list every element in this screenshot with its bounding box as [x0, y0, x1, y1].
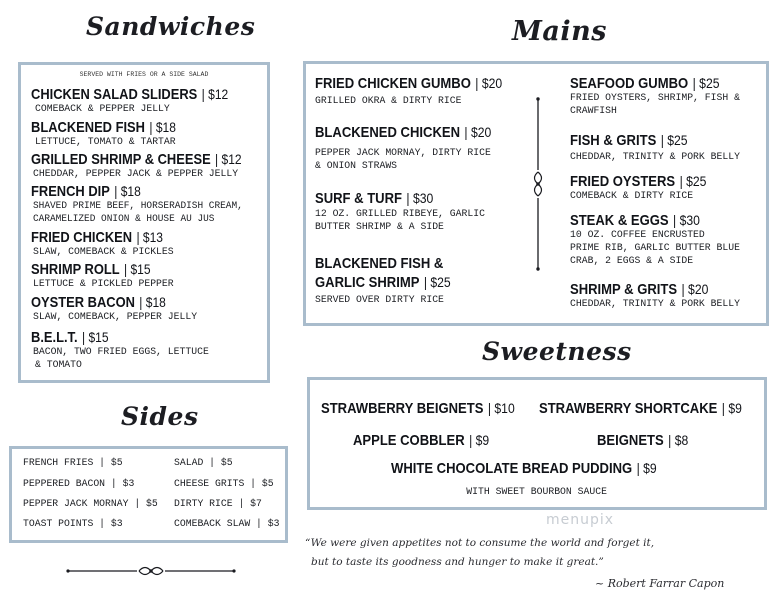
side-item: COMEBACK SLAW | $3 [174, 518, 280, 530]
item-name: FRENCH DIP [31, 183, 110, 200]
quote-author: ~ Robert Farrar Capon [595, 577, 725, 590]
item-desc: CHEDDAR, TRINITY & PORK BELLY [570, 151, 740, 163]
mains-box [303, 61, 769, 326]
item-name: SHRIMP & GRITS [570, 281, 678, 298]
item-name: SHRIMP ROLL [31, 261, 120, 278]
main-item [570, 73, 753, 118]
item-price: | $15 [124, 261, 151, 277]
ornament-divider-vertical [530, 96, 546, 272]
item-name: BLACKENED FISH [31, 119, 145, 136]
side-item: SALAD | $5 [174, 457, 233, 469]
item-desc: SLAW, COMEBACK, PEPPER JELLY [33, 311, 198, 323]
item-desc: COMEBACK & PEPPER JELLY [35, 103, 170, 115]
dessert-item [391, 458, 696, 477]
sandwiches-title: Sandwiches [86, 12, 256, 41]
quote-line-1: “We were given appetites not to consume the world and forget it, [305, 537, 655, 549]
main-item [570, 279, 753, 311]
sandwich-item [31, 117, 200, 149]
main-item [570, 210, 753, 268]
item-desc: GRILLED OKRA & DIRTY RICE [315, 95, 462, 107]
item-price: | $20 [464, 124, 492, 140]
sides-title: Sides [121, 402, 199, 431]
item-price: | $9 [721, 400, 742, 416]
sweetness-title: Sweetness [482, 337, 632, 366]
item-desc: 12 OZ. GRILLED RIBEYE, GARLIC BUTTER SHRIMP & A SIDE [315, 208, 485, 233]
main-item [315, 188, 498, 234]
item-price: | $15 [81, 329, 109, 345]
main-item [570, 130, 753, 164]
dessert-item [353, 430, 510, 449]
item-price: | $8 [668, 432, 689, 448]
main-item [315, 73, 530, 108]
side-item: DIRTY RICE | $7 [174, 498, 262, 510]
side-item: PEPPER JACK MORNAY | $5 [23, 498, 158, 510]
sides-box [9, 446, 288, 543]
sandwich-item [31, 84, 260, 116]
item-name: CHICKEN SALAD SLIDERS [31, 86, 198, 103]
item-name: BLACKENED FISH & [315, 255, 444, 272]
quote-line-2: but to taste its goodness and hunger to make it great.” [311, 556, 604, 568]
item-desc: SERVED OVER DIRTY RICE [315, 294, 444, 306]
item-desc: CHEDDAR, TRINITY & PORK BELLY [570, 298, 740, 310]
sandwiches-note: SERVED WITH FRIES OR A SIDE SALAD [79, 71, 209, 78]
mains-title: Mains [512, 16, 607, 47]
main-item [315, 122, 518, 173]
dessert-item [321, 398, 544, 417]
item-name: OYSTER BACON [31, 294, 135, 311]
item-name: FISH & GRITS [570, 132, 657, 149]
sandwich-item [31, 149, 276, 181]
item-name: APPLE COBBLER [353, 432, 465, 449]
item-price: | $10 [487, 400, 515, 416]
item-name: STEAK & EGGS [570, 212, 669, 229]
item-desc: FRIED OYSTERS, SHRIMP, FISH & CRAWFISH [570, 92, 740, 117]
item-price: | $20 [681, 281, 709, 297]
item-desc: BACON, TWO FRIED EGGS, LETTUCE & TOMATO [33, 346, 209, 371]
main-item [315, 253, 471, 307]
ornament-divider-horizontal [65, 561, 237, 581]
dessert-item [539, 398, 772, 417]
item-name: B.E.L.T. [31, 329, 78, 346]
main-item [570, 171, 727, 203]
sandwich-item [31, 292, 209, 324]
item-name: FRIED OYSTERS [570, 173, 676, 190]
side-item: PEPPERED BACON | $3 [23, 478, 135, 490]
item-name: STRAWBERRY SHORTCAKE [539, 400, 718, 417]
dessert-desc: WITH SWEET BOURBON SAUCE [466, 486, 608, 498]
item-price: | $18 [114, 183, 141, 199]
item-price: | $25 [423, 274, 451, 290]
item-name: FRIED CHICKEN [31, 229, 133, 246]
item-price: | $25 [692, 75, 720, 91]
side-item: TOAST POINTS | $3 [23, 518, 123, 530]
side-item: CHEESE GRITS | $5 [174, 478, 274, 490]
item-price: | $30 [673, 212, 700, 228]
item-price: | $18 [149, 119, 176, 135]
item-name: WHITE CHOCOLATE BREAD PUDDING [391, 460, 633, 477]
item-name: STRAWBERRY BEIGNETS [321, 400, 484, 417]
item-price: | $12 [201, 86, 229, 102]
item-desc: COMEBACK & DIRTY RICE [570, 190, 694, 202]
item-desc: 10 OZ. COFFEE ENCRUSTED PRIME RIB, GARLIC BUTTER BLUE CRAB, 2 EGGS & A SIDE [570, 229, 740, 267]
item-price: | $25 [679, 173, 707, 189]
watermark: menupix [546, 512, 615, 528]
item-name: BLACKENED CHICKEN [315, 124, 461, 141]
sweetness-box [307, 377, 767, 510]
item-name: FRIED CHICKEN GUMBO [315, 75, 471, 92]
item-price: | $25 [660, 132, 688, 148]
item-desc: CHEDDAR, PEPPER JACK & PEPPER JELLY [33, 168, 239, 180]
item-desc: LETTUCE, TOMATO & TARTAR [35, 136, 176, 148]
sandwiches-box [18, 62, 270, 383]
item-price: | $12 [215, 151, 242, 167]
item-price: | $18 [139, 294, 166, 310]
item-name: BEIGNETS [597, 432, 664, 449]
item-desc: PEPPER JACK MORNAY, DIRTY RICE & ONION STRAWS [315, 147, 491, 172]
item-name: GRILLED SHRIMP & CHEESE [31, 151, 211, 168]
sandwich-item [31, 181, 266, 226]
sandwich-item [31, 327, 222, 372]
item-desc: SHAVED PRIME BEEF, HORSERADISH CREAM, CARAMELIZED ONION & HOUSE AU JUS [33, 200, 243, 225]
item-desc: SLAW, COMEBACK & PICKLES [33, 246, 174, 258]
item-name: SURF & TURF [315, 190, 402, 207]
item-price: | $9 [636, 460, 657, 476]
item-name: SEAFOOD GUMBO [570, 75, 689, 92]
item-price: | $9 [469, 432, 490, 448]
item-desc: LETTUCE & PICKLED PEPPER [33, 278, 174, 290]
item-price: | $30 [406, 190, 434, 206]
item-price: | $20 [475, 75, 503, 91]
side-item: FRENCH FRIES | $5 [23, 457, 123, 469]
item-name-line2: GARLIC SHRIMP [315, 274, 420, 291]
sandwich-item [31, 227, 185, 259]
item-price: | $13 [136, 229, 164, 245]
dessert-item [597, 430, 702, 449]
sandwich-item [31, 259, 184, 291]
